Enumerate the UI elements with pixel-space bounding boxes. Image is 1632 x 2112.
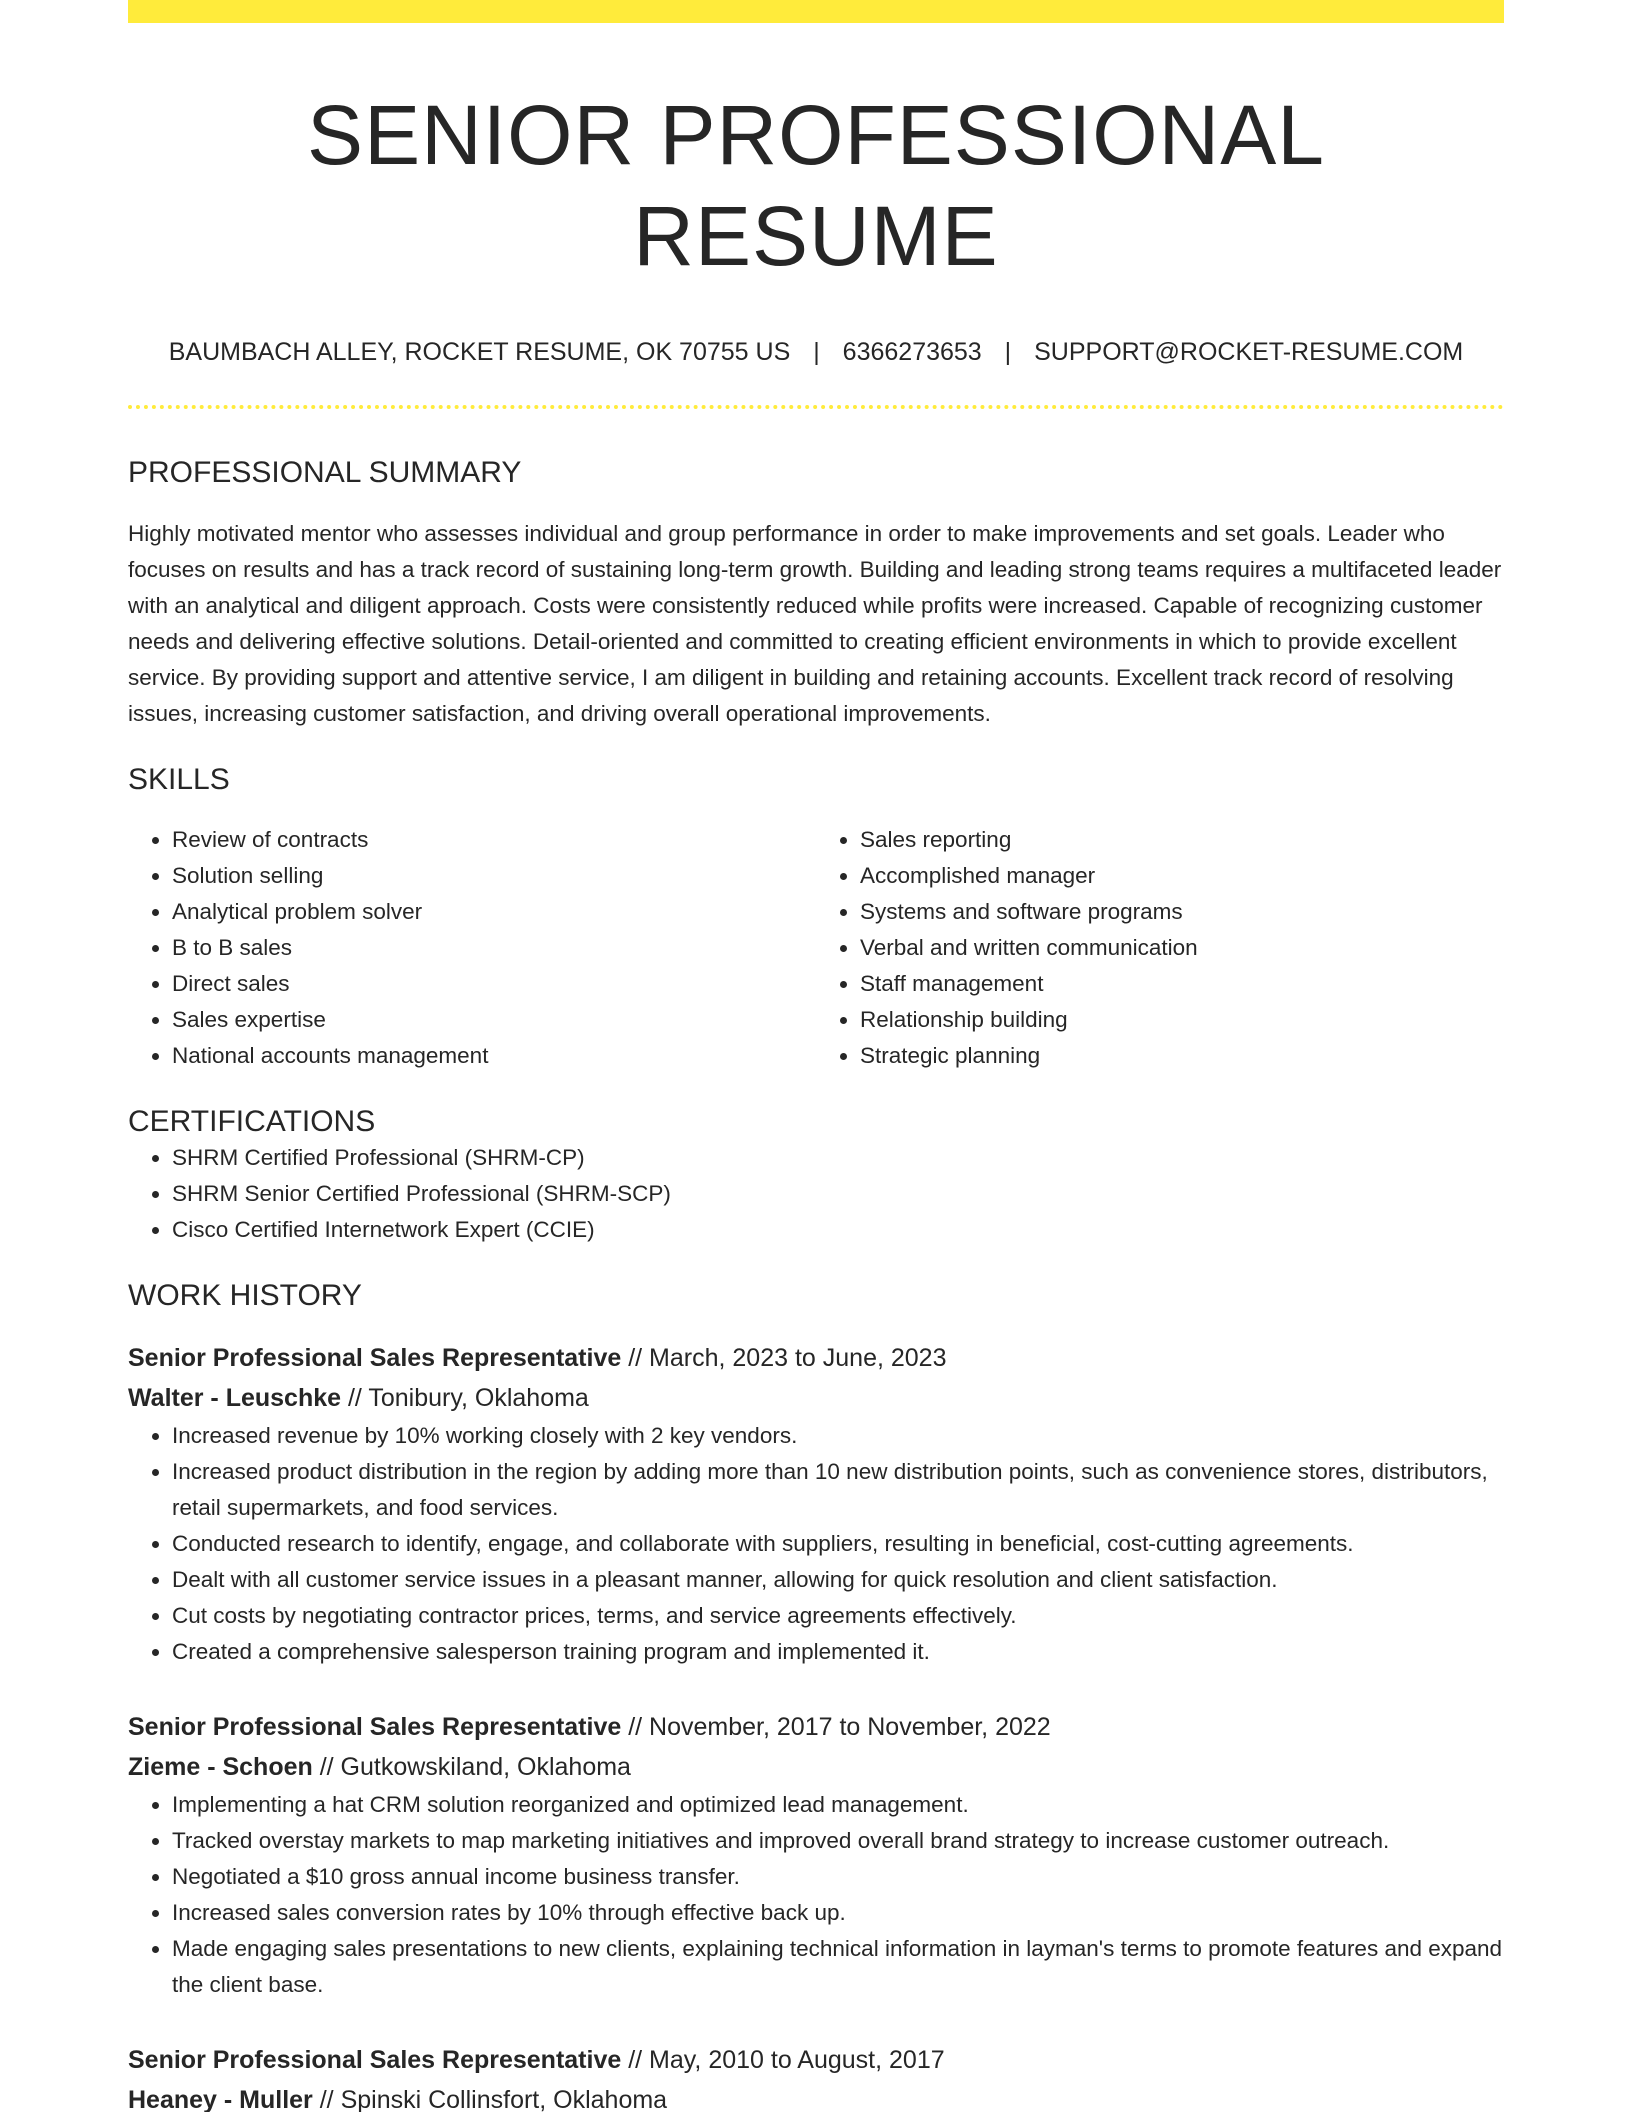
job-entry [128,2040,1504,2112]
job-title: Senior Professional Sales Representative [128,2045,622,2074]
work-history-section [128,1278,1504,2112]
contact-email[interactable]: SUPPORT@ROCKET-RESUME.COM [1034,337,1464,366]
top-accent-bar [128,0,1504,23]
skill-item: • Verbal and written communication [860,930,1504,966]
job-bullet: • Increased product distribution in the region by adding more than 10 new distribution points, such as convenience stores, distributors, retail supermarkets, and food services. [172,1454,1504,1526]
job-location: // Gutkowskiland, Oklahoma [312,1752,631,1781]
skill-item: • Systems and software programs [860,894,1504,930]
job-title-line [128,1707,1504,1747]
job-bullet: • Made engaging sales presentations to new clients, explaining technical information in layman's terms to promote features and expand the client base. [172,1931,1504,2003]
certifications-section [128,1104,1504,1248]
job-bullet: • Created a comprehensive salesperson training program and implemented it. [172,1634,1504,1670]
skill-item: • Staff management [860,966,1504,1002]
contact-separator: | [813,337,820,366]
skill-item: • Strategic planning [860,1038,1504,1074]
summary-section [128,455,1504,732]
skill-item: • Relationship building [860,1002,1504,1038]
certification-item: • SHRM Certified Professional (SHRM-CP) [172,1140,1504,1176]
certification-item: • Cisco Certified Internetwork Expert (CCIE) [172,1212,1504,1248]
job-company-line [128,1378,1504,1418]
contact-separator: | [1004,337,1012,366]
contact-line [128,337,1504,367]
job-bullet: • Dealt with all customer service issues in a pleasant manner, allowing for quick resolution and client satisfaction. [172,1562,1504,1598]
job-company: Walter - Leuschke [128,1383,342,1412]
certification-item: • SHRM Senior Certified Professional (SHRM-SCP) [172,1176,1504,1212]
job-title: Senior Professional Sales Representative [128,1343,622,1372]
summary-heading: PROFESSIONAL SUMMARY [128,455,522,489]
skills-grid [128,822,1504,1074]
contact-address: BAUMBACH ALLEY, ROCKET RESUME, OK 70755 US [168,337,791,366]
job-company: Zieme - Schoen [128,1752,313,1781]
job-dates: // May, 2010 to August, 2017 [621,2045,945,2074]
skills-list-left [128,822,816,1074]
skill-item: • Sales expertise [172,1002,816,1038]
summary-text: Highly motivated mentor who assesses individual and group performance in order to make improvements and set goals. Leader who focuses on results and has a track record of sustaining long-term growth. Building and leading strong teams requires a multifaceted leader with an analytical and diligent approach. Costs were consistently reduced while profits were increased. Capable of recognizing customer needs and delivering effective solutions. Detail-oriented and committed to creating efficient environments in which to provide excellent service. By providing support and attentive service, I am diligent in building and retaining accounts. Excellent track record of resolving issues, increasing customer satisfaction, and driving overall operational improvements. [128,520,1502,726]
job-dates: // March, 2023 to June, 2023 [621,1343,947,1372]
resume-title: SENIOR PROFESSIONAL RESUME [307,88,1325,283]
job-dates: // November, 2017 to November, 2022 [621,1712,1051,1741]
skill-item: • Analytical problem solver [172,894,816,930]
job-bullets [128,1787,1504,2003]
skill-item: • National accounts management [172,1038,816,1074]
dotted-divider [128,405,1504,409]
job-bullet: • Negotiated a $10 gross annual income business transfer. [172,1859,1504,1895]
certifications-heading: CERTIFICATIONS [128,1104,376,1138]
job-entry [128,1338,1504,1670]
skill-item: • B to B sales [172,930,816,966]
skill-item: • Accomplished manager [860,858,1504,894]
skills-section [128,762,1504,1074]
job-company-line [128,1747,1504,1787]
skill-item: • Sales reporting [860,822,1504,858]
job-bullet: • Implementing a hat CRM solution reorganized and optimized lead management. [172,1787,1504,1823]
job-company: Heaney - Muller [128,2085,313,2112]
skill-item: • Direct sales [172,966,816,1002]
skill-item: • Review of contracts [172,822,816,858]
job-title-line [128,2040,1504,2080]
job-bullets [128,1418,1504,1670]
job-location: // Tonibury, Oklahoma [341,1383,589,1412]
contact-phone[interactable]: 6366273653 [842,337,982,366]
skills-heading: SKILLS [128,762,230,796]
skill-item: • Solution selling [172,858,816,894]
work-history-heading: WORK HISTORY [128,1278,362,1312]
job-bullet: • Increased revenue by 10% working closely with 2 key vendors. [172,1418,1504,1454]
job-title-line [128,1338,1504,1378]
job-company-line [128,2080,1504,2112]
skills-list-right [816,822,1504,1074]
job-entry [128,1707,1504,2003]
job-bullet: • Cut costs by negotiating contractor prices, terms, and service agreements effectively. [172,1598,1504,1634]
resume-content [128,23,1504,2112]
certifications-list [128,1140,1504,1248]
job-bullet: • Increased sales conversion rates by 10% through effective back up. [172,1895,1504,1931]
job-title: Senior Professional Sales Representative [128,1712,622,1741]
job-location: // Spinski Collinsfort, Oklahoma [312,2085,668,2112]
job-bullet: • Conducted research to identify, engage, and collaborate with suppliers, resulting in beneficial, cost-cutting agreements. [172,1526,1504,1562]
job-bullet: • Tracked overstay markets to map marketing initiatives and improved overall brand strategy to increase customer outreach. [172,1823,1504,1859]
